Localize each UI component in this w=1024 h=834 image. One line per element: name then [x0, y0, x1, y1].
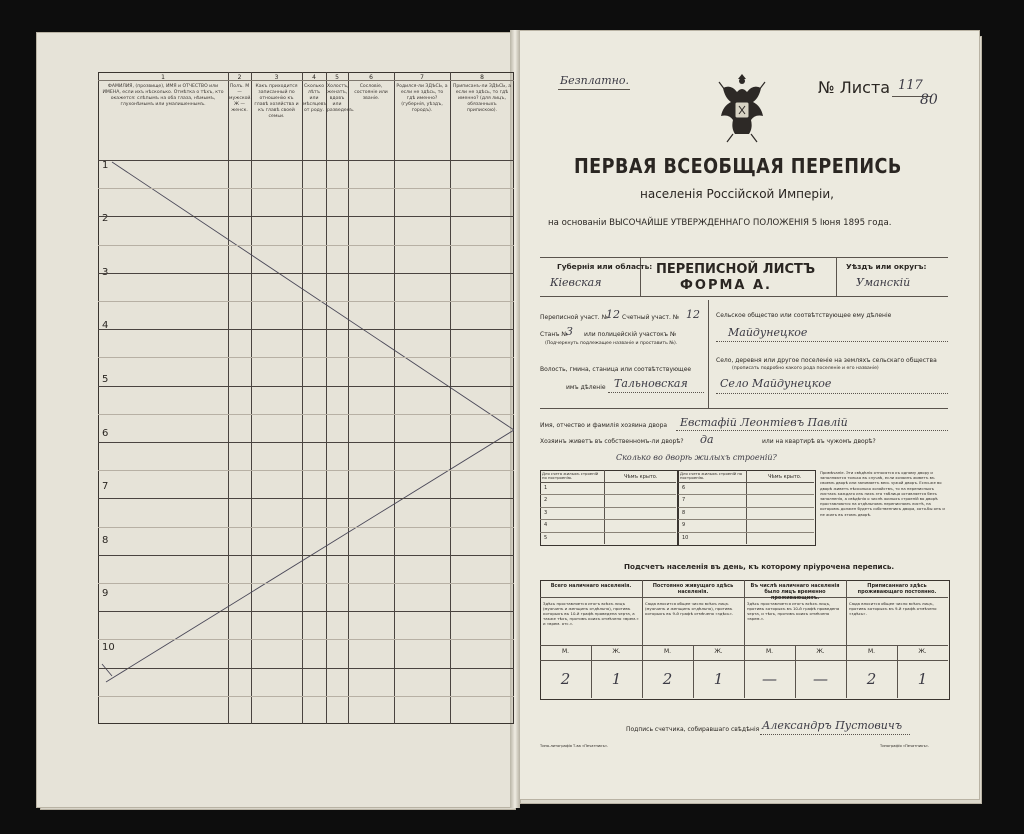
column-header-name: ФАМИЛИЯ, (прозвище), ИМЯ и ОТЧЕСТВО или ИМЕНА, если ихъ нѣсколько. Отмѣтка о тѣхъ, кто окажется: слѣпымъ на оба глаза, нѣмымъ, глухонѣмымъ или умалишеннымъ. — [102, 84, 224, 107]
printer-imprint-right: Типографія «Печатникъ». — [880, 744, 930, 748]
count-instruction: Здѣсь проставляется итогъ всѣхъ лицъ, противъ которыхъ въ 10-й графѣ проведена черта, и тѣхъ, противъ коихъ отмѣчено «врем.». — [747, 601, 840, 621]
male-column-label: М. — [663, 648, 672, 655]
building-row-number: 9 — [682, 522, 686, 529]
building-row-number: 2 — [544, 497, 548, 504]
free-of-charge-label: Безплатно. — [560, 74, 630, 87]
building-row-number: 5 — [544, 534, 548, 541]
column-number: 4 — [312, 74, 316, 81]
column-number: 1 — [161, 74, 165, 81]
population-count-value: 2 — [662, 670, 673, 688]
population-count-value: — — [813, 670, 828, 688]
male-column-label: М. — [561, 648, 570, 655]
uezd-label: Уѣздъ или округъ: — [846, 262, 927, 271]
male-column-label: М. — [765, 648, 774, 655]
village-value: Село Майдунецкое — [720, 377, 832, 390]
row-divider — [98, 498, 514, 499]
building-row-number: 3 — [544, 509, 548, 516]
column-number: 3 — [274, 74, 279, 81]
column-header-registration: Приписанъ-ли ЗДѢСЬ, а если не здѣсь, то гдѣ именно? (для лицъ, обязанныхъ припискою). — [452, 84, 512, 113]
female-column-label: Ж. — [612, 648, 621, 655]
row-number: 3 — [102, 267, 109, 278]
count-instruction: Сюда вносится общее число всѣхъ лицъ, противъ которыхъ въ 9-й графѣ отмѣчено «здѣсь». — [849, 601, 937, 616]
column-number: 7 — [420, 74, 424, 81]
signature-label: Подпись счетчика, собиравшаго свѣдѣнія — [626, 726, 760, 733]
row-number: 5 — [102, 374, 109, 385]
row-subline — [98, 357, 514, 358]
row-divider — [98, 442, 514, 443]
household-members-table — [98, 72, 514, 724]
building-row-number: 6 — [682, 485, 686, 491]
row-subline — [98, 470, 514, 471]
buildings-column-header: Для счета жилыхъ строеній по построенію. — [542, 471, 599, 480]
volost-label: Волость, гмина, станица или соотвѣтствующее — [540, 366, 692, 373]
row-divider — [98, 386, 514, 387]
row-subline — [98, 414, 514, 415]
column-number: 6 — [369, 74, 373, 81]
own-yard-answer: да — [700, 433, 714, 446]
rural-society-value: Майдунецкое — [728, 326, 808, 339]
column-number: 5 — [335, 74, 339, 81]
population-count-value: 1 — [713, 670, 724, 688]
row-number: 9 — [102, 588, 109, 599]
male-column-label: М. — [867, 648, 876, 655]
gubernia-label: Губернія или область: — [557, 262, 653, 271]
sheet-title: ПЕРЕПИСНОЙ ЛИСТЪ — [656, 262, 816, 277]
household-head-value: Евстафій Леонтіевъ Павлій — [680, 416, 848, 429]
sheet-number-value: 117 — [898, 78, 923, 93]
printer-imprint-left: Типо-литографія Т-ва «Печатникъ». — [540, 744, 609, 748]
row-divider — [98, 329, 514, 330]
column-header-sex: Полъ. М — мужской. Ж — женск. — [229, 84, 252, 113]
volost-value: Тальновская — [614, 377, 688, 390]
buildings-note: Примѣчаніе. Эти свѣдѣнія относятся къ одному двору и заполняются только въ случаѣ, если хозяинъ живетъ въ своемъ дворѣ или занимаетъ весь чужой дворъ. Если-же во дворѣ живетъ нѣсколько хозяйствъ, то на переписныхъ листахъ каждаго изъ нихъ эта таблица оставляется безъ заполненія, а свѣдѣнія о числѣ жилыхъ строеній во дворѣ проставляются на отдѣльномъ переписномъ листѣ, на которомъ должен будетъ собственникъ двора, хотя-бы онъ и не жилъ въ этомъ дворѣ. — [820, 470, 945, 517]
female-column-label: Ж. — [714, 648, 723, 655]
building-row-number: 4 — [544, 522, 548, 529]
population-count-value: 2 — [866, 670, 877, 688]
building-row-number: 10 — [682, 534, 689, 541]
roof-column-header: Чѣмъ крыто. — [624, 474, 658, 480]
row-subline — [98, 696, 514, 697]
document-subtitle: населенія Россійской Имперіи, — [640, 187, 834, 201]
female-column-label: Ж. — [816, 648, 825, 655]
column-number: 8 — [480, 74, 484, 81]
row-number: 1 — [102, 160, 109, 171]
row-number: 6 — [102, 428, 109, 439]
own-yard-question: Хозяинъ живетъ въ собственномъ-ли дворѣ? — [540, 438, 684, 445]
count-instruction: Здѣсь проставляется итогъ всѣхъ лицъ (мужчинъ и женщинъ отдѣльно), противъ которыхъ въ 10-й графѣ проведена черта, а также тѣхъ, противъ коихъ отмѣчено «врем.» и «врем. отс.». — [543, 601, 639, 626]
stan-label: Станъ № — [540, 331, 568, 338]
row-subline — [98, 527, 514, 528]
building-row-number: 8 — [682, 509, 686, 516]
imperial-eagle-emblem-icon — [711, 68, 773, 144]
population-count-value: 2 — [560, 670, 571, 688]
column-header-relation: Какъ приходится записанный по отношенію къ главѣ хозяйства и къ главѣ своей семьи. — [254, 84, 299, 119]
row-divider — [98, 668, 514, 669]
count-instruction: Сюда вносится общее число всѣхъ лицъ (мужчинъ и женщинъ отдѣльно), противъ которыхъ въ 9-й графѣ отмѣчено «здѣсь». — [645, 601, 734, 616]
volost-label-continued: имъ дѣленіе — [566, 384, 606, 391]
column-header-marital: Холостъ, женатъ, вдовъ или разведенъ. — [327, 84, 355, 113]
household-head-label: Имя, отчество и фамилія хозяина двора — [540, 422, 668, 429]
row-number: 7 — [102, 481, 109, 492]
census-district-label: Переписной участ. № — [540, 314, 608, 321]
count-header-registered: Приписаннаго здѣсь проживающаго постоянно. — [857, 583, 937, 595]
counter-district-value: 12 — [686, 308, 700, 321]
row-divider — [98, 216, 514, 217]
legal-basis-line: на основаніи ВЫСОЧАЙШЕ УТВЕРЖДЕННАГО ПОЛОЖЕНІЯ 5 Іюня 1895 года. — [548, 218, 892, 228]
female-column-label: Ж. — [918, 648, 927, 655]
row-subline — [98, 583, 514, 584]
buildings-question: Сколько во дворѣ жилыхъ строеній? — [616, 453, 777, 462]
row-divider — [98, 611, 514, 612]
row-number: 10 — [102, 642, 115, 653]
row-number: 2 — [102, 213, 109, 224]
village-label: Село, деревня или другое поселеніе на земляхъ сельскаго общества — [716, 357, 937, 364]
row-subline — [98, 188, 514, 189]
column-number: 2 — [237, 74, 242, 81]
row-number: 8 — [102, 535, 109, 546]
count-header-temporary: Въ числѣ наличнаго населенія было лицъ временно проживающихъ. — [750, 583, 840, 601]
village-note: (прописать подробно какого рода поселеніе и его названіе) — [732, 366, 879, 371]
form-title: ФОРМА А. — [680, 278, 772, 293]
counter-district-label: Счетный участ. № — [622, 314, 680, 321]
buildings-column-header: Для счета жилыхъ строеній по построенію. — [680, 471, 743, 480]
count-header-present: Всего наличнаго населенія. — [550, 583, 632, 589]
row-number: 4 — [102, 320, 109, 331]
row-divider — [98, 555, 514, 556]
document-title: ПЕРВАЯ ВСЕОБЩАЯ ПЕРЕПИСЬ — [574, 154, 902, 178]
count-header-permanent: Постоянно живущаго здѣсь населенія. — [652, 583, 734, 595]
row-subline — [98, 639, 514, 640]
column-header-estate: Сословіе, состояніе или званіе. — [354, 84, 388, 101]
population-count-title: Подсчетъ населенія въ день, къ которому пріурочена перепись. — [624, 562, 895, 571]
signature-value: Александръ Пустовичъ — [762, 719, 903, 732]
population-count-value: 1 — [611, 670, 622, 688]
rural-society-label: Сельское общество или соотвѣтствующее ему дѣленіе — [716, 312, 892, 319]
census-district-value: 12 — [606, 308, 620, 321]
gubernia-value: Кіевская — [550, 276, 602, 289]
column-header-age: Сколько лѣтъ или мѣсяцевъ от роду. — [303, 84, 327, 113]
column-header-birthplace: Родился-ли ЗДѢСЬ, а если не здѣсь, то гдѣ именно? (губернія, уѣздъ, городъ). — [396, 84, 448, 113]
police-district-note: (Подчеркнуть подлежащее названіе и проставить №). — [545, 341, 678, 346]
sheet-number-label: № Листа — [818, 78, 891, 97]
building-row-number: 1 — [544, 485, 548, 491]
population-count-value: — — [762, 670, 777, 688]
row-subline — [98, 245, 514, 246]
strike-through-lines — [98, 72, 514, 724]
row-divider — [98, 273, 514, 274]
rented-yard-question: или на квартирѣ въ чужомъ дворѣ? — [762, 438, 876, 445]
uezd-value: Уманскій — [856, 276, 911, 289]
population-count-value: 1 — [917, 670, 928, 688]
stan-value: 3 — [566, 325, 573, 338]
building-row-number: 7 — [682, 497, 686, 504]
roof-column-header: Чѣмъ крыто. — [768, 474, 802, 480]
row-subline — [98, 301, 514, 302]
archive-page-number: 80 — [920, 92, 938, 108]
police-district-label: или полицейскій участокъ № — [584, 331, 677, 338]
